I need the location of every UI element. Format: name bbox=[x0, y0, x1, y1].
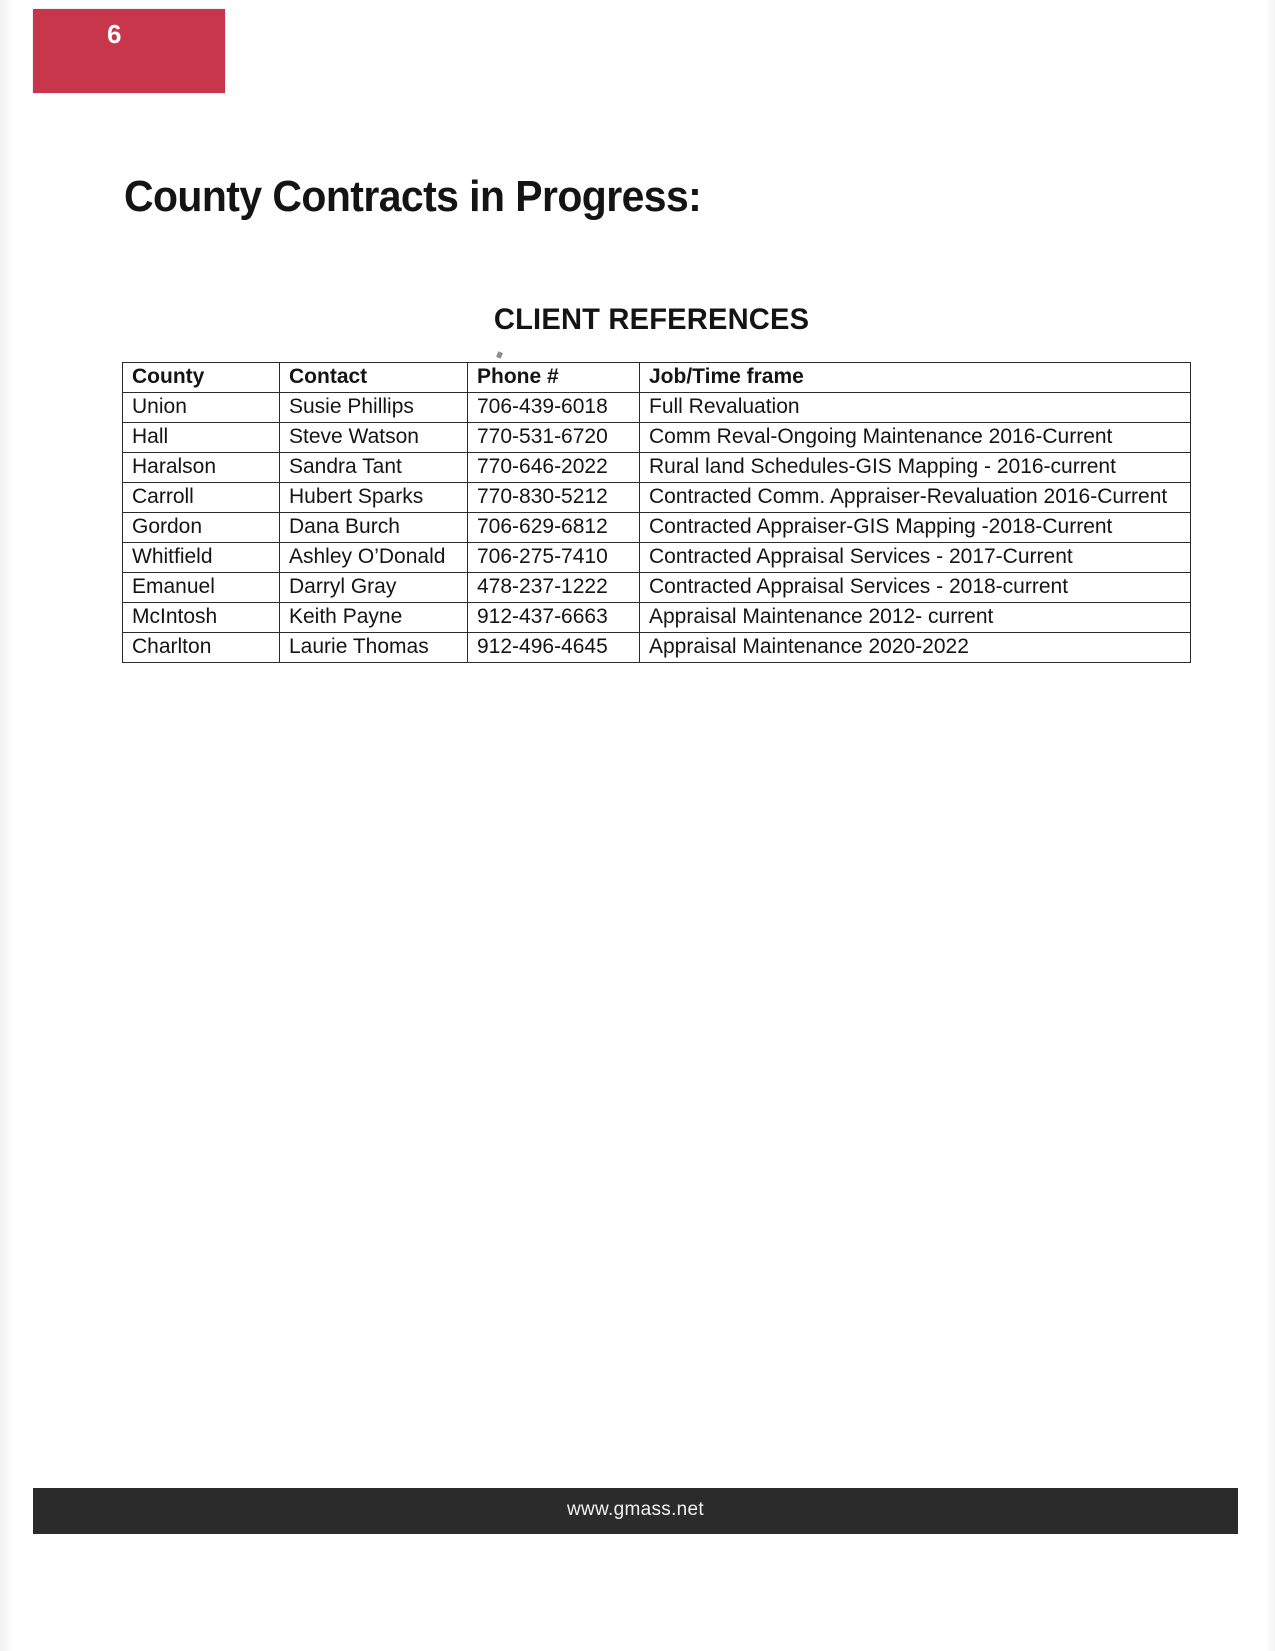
contact-cell: Ashley O’Donald bbox=[280, 543, 468, 573]
job-cell: Rural land Schedules-GIS Mapping - 2016-current bbox=[640, 453, 1191, 483]
job-cell: Contracted Appraisal Services - 2018-current bbox=[640, 573, 1191, 603]
column-header-county: County bbox=[123, 363, 280, 393]
job-cell: Contracted Comm. Appraiser-Revaluation 2016-Current bbox=[640, 483, 1191, 513]
job-cell: Contracted Appraiser-GIS Mapping -2018-Current bbox=[640, 513, 1191, 543]
page-title: County Contracts in Progress: bbox=[124, 172, 702, 221]
job-cell: Appraisal Maintenance 2012- current bbox=[640, 603, 1191, 633]
phone-cell: 478-237-1222 bbox=[468, 573, 640, 603]
footer-bar bbox=[33, 1488, 1238, 1534]
column-header-job: Job/Time frame bbox=[640, 363, 1191, 393]
phone-cell: 706-629-6812 bbox=[468, 513, 640, 543]
contact-cell: Laurie Thomas bbox=[280, 633, 468, 663]
table-row bbox=[123, 633, 1191, 663]
county-cell: Charlton bbox=[123, 633, 280, 663]
phone-cell: 706-275-7410 bbox=[468, 543, 640, 573]
phone-cell: 912-437-6663 bbox=[468, 603, 640, 633]
county-cell: Union bbox=[123, 393, 280, 423]
job-cell: Appraisal Maintenance 2020-2022 bbox=[640, 633, 1191, 663]
contact-cell: Hubert Sparks bbox=[280, 483, 468, 513]
contact-cell: Sandra Tant bbox=[280, 453, 468, 483]
county-cell: Whitfield bbox=[123, 543, 280, 573]
job-cell: Full Revaluation bbox=[640, 393, 1191, 423]
client-references-table bbox=[122, 362, 1191, 663]
scan-edge-left bbox=[0, 0, 14, 1651]
phone-cell: 706-439-6018 bbox=[468, 393, 640, 423]
contact-cell: Steve Watson bbox=[280, 423, 468, 453]
county-cell: McIntosh bbox=[123, 603, 280, 633]
county-cell: Emanuel bbox=[123, 573, 280, 603]
contact-cell: Keith Payne bbox=[280, 603, 468, 633]
table-row bbox=[123, 513, 1191, 543]
county-cell: Haralson bbox=[123, 453, 280, 483]
phone-cell: 770-646-2022 bbox=[468, 453, 640, 483]
scan-edge-right bbox=[1265, 0, 1275, 1651]
county-cell: Hall bbox=[123, 423, 280, 453]
table-row bbox=[123, 393, 1191, 423]
column-header-phone: Phone # bbox=[468, 363, 640, 393]
table-header-row bbox=[123, 363, 1191, 393]
table-row bbox=[123, 573, 1191, 603]
table-row bbox=[123, 423, 1191, 453]
county-cell: Carroll bbox=[123, 483, 280, 513]
phone-cell: 770-830-5212 bbox=[468, 483, 640, 513]
contact-cell: Darryl Gray bbox=[280, 573, 468, 603]
section-heading bbox=[0, 303, 1275, 337]
table-row bbox=[123, 543, 1191, 573]
contact-cell: Dana Burch bbox=[280, 513, 468, 543]
section-heading-label: CLIENT REFERENCES bbox=[493, 303, 810, 336]
table-row bbox=[123, 453, 1191, 483]
job-cell: Comm Reval-Ongoing Maintenance 2016-Current bbox=[640, 423, 1191, 453]
county-cell: Gordon bbox=[123, 513, 280, 543]
table-body bbox=[123, 393, 1191, 663]
table-row bbox=[123, 483, 1191, 513]
scan-artifact-speck bbox=[496, 351, 503, 358]
phone-cell: 770-531-6720 bbox=[468, 423, 640, 453]
page-number-tab bbox=[33, 9, 225, 93]
footer-website-url: www.gmass.net bbox=[567, 1499, 704, 1520]
job-cell: Contracted Appraisal Services - 2017-Current bbox=[640, 543, 1191, 573]
contact-cell: Susie Phillips bbox=[280, 393, 468, 423]
page-number-label: 6 bbox=[107, 19, 122, 49]
column-header-contact: Contact bbox=[280, 363, 468, 393]
phone-cell: 912-496-4645 bbox=[468, 633, 640, 663]
table-row bbox=[123, 603, 1191, 633]
